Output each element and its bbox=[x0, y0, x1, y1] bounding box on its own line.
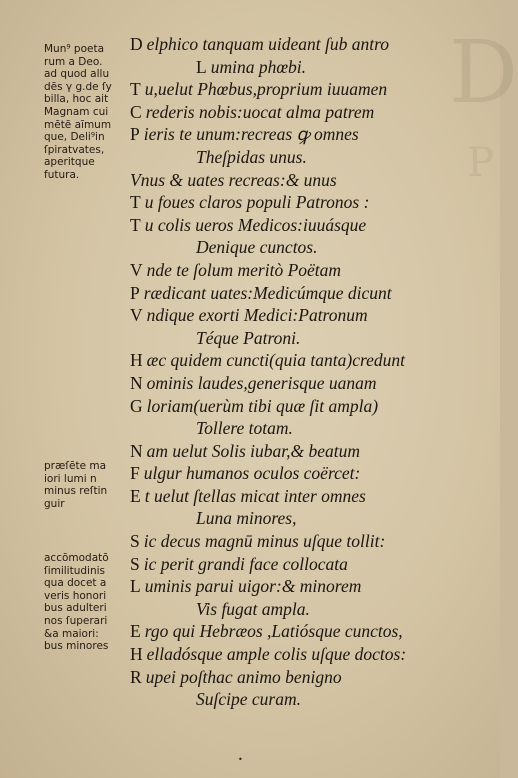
verse-initial: T bbox=[130, 79, 141, 100]
verse-line bbox=[130, 327, 480, 350]
verse-initial: G bbox=[130, 395, 143, 416]
verse-initial: N bbox=[130, 372, 143, 393]
verse-line bbox=[130, 507, 480, 530]
verse-line bbox=[130, 123, 480, 146]
verse-text: upei poſthac animo benigno bbox=[145, 666, 342, 687]
gloss-line: accōmodatō bbox=[44, 552, 109, 564]
verse-line bbox=[130, 485, 480, 508]
verse-text: ulgur humanos oculos coërcet: bbox=[143, 463, 361, 484]
gloss-line: &a maiori: bbox=[44, 627, 99, 640]
verse-text: Vis fugat ampla. bbox=[196, 598, 310, 619]
verse-line bbox=[130, 282, 480, 305]
show-through-mark: P bbox=[467, 140, 494, 186]
verse-line bbox=[130, 236, 480, 259]
verse-text: ic decus magnū minus uſque tollit: bbox=[143, 531, 386, 552]
verse-initial: E bbox=[130, 621, 141, 642]
verse-initial: C bbox=[130, 101, 142, 122]
verse-text: Theſpidas unus. bbox=[196, 146, 307, 167]
verse-initial: P bbox=[130, 124, 140, 145]
page-footer-mark: • bbox=[238, 755, 243, 764]
verse-line bbox=[130, 349, 480, 372]
verse-line bbox=[130, 440, 480, 463]
verse-text: æc quidem cuncti(quia tanta)credunt bbox=[146, 350, 406, 371]
verse-line bbox=[130, 78, 480, 101]
verse-initial: S bbox=[130, 553, 140, 574]
verse-text: rgo qui Hebræos ,Latiósque cunctos, bbox=[144, 621, 403, 642]
verse-initial: S bbox=[130, 531, 140, 552]
verse-text: elphico tanquam uideant ſub antro bbox=[146, 34, 390, 54]
verse-text: ominis laudes,generisque uanam bbox=[146, 372, 377, 393]
verse-text: umina phœbi. bbox=[210, 56, 306, 77]
verse-text: nde te ſolum meritò Poëtam bbox=[146, 259, 342, 280]
verse-line bbox=[130, 688, 480, 711]
gloss-line: mētē aīmum bbox=[44, 118, 112, 131]
verse-line bbox=[130, 33, 480, 56]
gloss-line: præſēte ma bbox=[44, 460, 107, 472]
verse-initial: V bbox=[130, 305, 143, 326]
verse-line bbox=[130, 395, 480, 418]
verse-line bbox=[130, 417, 480, 440]
verse-text: elladósque ample colis uſque doctos: bbox=[146, 644, 407, 665]
gloss-line: ſpiratvates, bbox=[44, 143, 105, 156]
show-through-initial: D bbox=[449, 23, 518, 123]
marginal-gloss-3 bbox=[44, 552, 126, 653]
gloss-line: nos ſuperari bbox=[44, 614, 108, 627]
verse-text: Téque Patroni. bbox=[196, 327, 301, 348]
gloss-line: bus adulteri bbox=[44, 602, 107, 615]
verse-text: loriam(uerùm tibi quæ ſit ampla) bbox=[146, 395, 379, 416]
verse-line bbox=[130, 259, 480, 282]
verse-initial: L bbox=[196, 56, 207, 77]
verse-line bbox=[130, 146, 480, 169]
gloss-line: bus minores bbox=[44, 640, 109, 653]
verse-line bbox=[130, 643, 480, 666]
gloss-line: Mun⁹ poeta bbox=[44, 43, 105, 55]
verse-text: u,uelut Phœbus,proprium iuuamen bbox=[144, 79, 388, 100]
verse-text: Tollere totam. bbox=[196, 418, 293, 439]
verse-text: Suſcipe curam. bbox=[196, 689, 301, 710]
verse-text: am uelut Solis iubar,& beatum bbox=[146, 440, 361, 461]
verse-text: u foues claros populi Patronos : bbox=[144, 192, 370, 213]
verse-text: u colis ueros Medicos:iuuásque bbox=[144, 214, 367, 235]
gloss-line: minus reſtin bbox=[44, 485, 108, 498]
gloss-line: guir bbox=[44, 497, 65, 510]
gloss-line: billa, hoc ait bbox=[44, 93, 109, 106]
gloss-line: rum a Deo. bbox=[44, 55, 103, 68]
gloss-line: aperitque bbox=[44, 156, 95, 169]
gloss-line: Magnam cui bbox=[44, 105, 109, 118]
verse-line bbox=[130, 304, 480, 327]
verse-text: Luna minores, bbox=[196, 508, 297, 529]
verse-text: t uelut ſtellas micat inter omnes bbox=[144, 485, 366, 506]
verse-text: rederis nobis:uocat alma patrem bbox=[145, 101, 375, 122]
verse-line bbox=[130, 372, 480, 395]
gloss-line: ſimilitudinis bbox=[44, 564, 105, 577]
verse-line bbox=[130, 620, 480, 643]
verse-line bbox=[130, 530, 480, 553]
verse-text: ieris te unum:recreas ꝙ omnes bbox=[143, 124, 359, 145]
verse-line bbox=[130, 169, 480, 192]
verse-line bbox=[130, 191, 480, 214]
verse-text: uminis parui uigor:& minorem bbox=[144, 576, 362, 597]
marginal-gloss-2 bbox=[44, 460, 126, 510]
verse-line bbox=[130, 214, 480, 237]
gloss-line: que, Deli⁹in bbox=[44, 131, 105, 144]
gloss-line: futura. bbox=[44, 168, 80, 181]
gloss-line: iori lumi n bbox=[44, 472, 97, 485]
verse-line bbox=[130, 462, 480, 485]
verse-initial: H bbox=[130, 350, 143, 371]
verse-text: ndique exorti Medici:Patronum bbox=[146, 305, 368, 326]
verse-initial: E bbox=[130, 485, 141, 506]
verse-initial: H bbox=[130, 644, 143, 665]
gloss-line: dēs γ g.de ſy bbox=[44, 80, 112, 93]
gloss-line: veris honori bbox=[44, 589, 107, 602]
verse-text: Vnus & uates recreas:& unus bbox=[130, 169, 337, 190]
verse-initial: D bbox=[130, 34, 143, 54]
verse-line bbox=[130, 598, 480, 621]
gloss-line: ad quod allu bbox=[44, 68, 110, 81]
verse-line bbox=[130, 56, 480, 79]
verse-text: Denique cunctos. bbox=[196, 237, 318, 258]
verse-text: rædicant uates:Medicúmque dicunt bbox=[143, 282, 392, 303]
verse-line bbox=[130, 575, 480, 598]
poem-text bbox=[130, 33, 480, 711]
gloss-line: qua docet a bbox=[44, 577, 107, 590]
verse-initial: F bbox=[130, 463, 140, 484]
verse-initial: N bbox=[130, 440, 143, 461]
verse-text: ic perit grandi face collocata bbox=[143, 553, 348, 574]
verse-line bbox=[130, 101, 480, 124]
verse-initial: L bbox=[130, 576, 141, 597]
verse-initial: R bbox=[130, 666, 142, 687]
marginal-gloss-1 bbox=[44, 43, 126, 182]
verse-initial: P bbox=[130, 282, 140, 303]
verse-initial: V bbox=[130, 259, 143, 280]
verse-initial: T bbox=[130, 192, 141, 213]
verse-initial: T bbox=[130, 214, 141, 235]
verse-line bbox=[130, 553, 480, 576]
verse-line bbox=[130, 666, 480, 689]
